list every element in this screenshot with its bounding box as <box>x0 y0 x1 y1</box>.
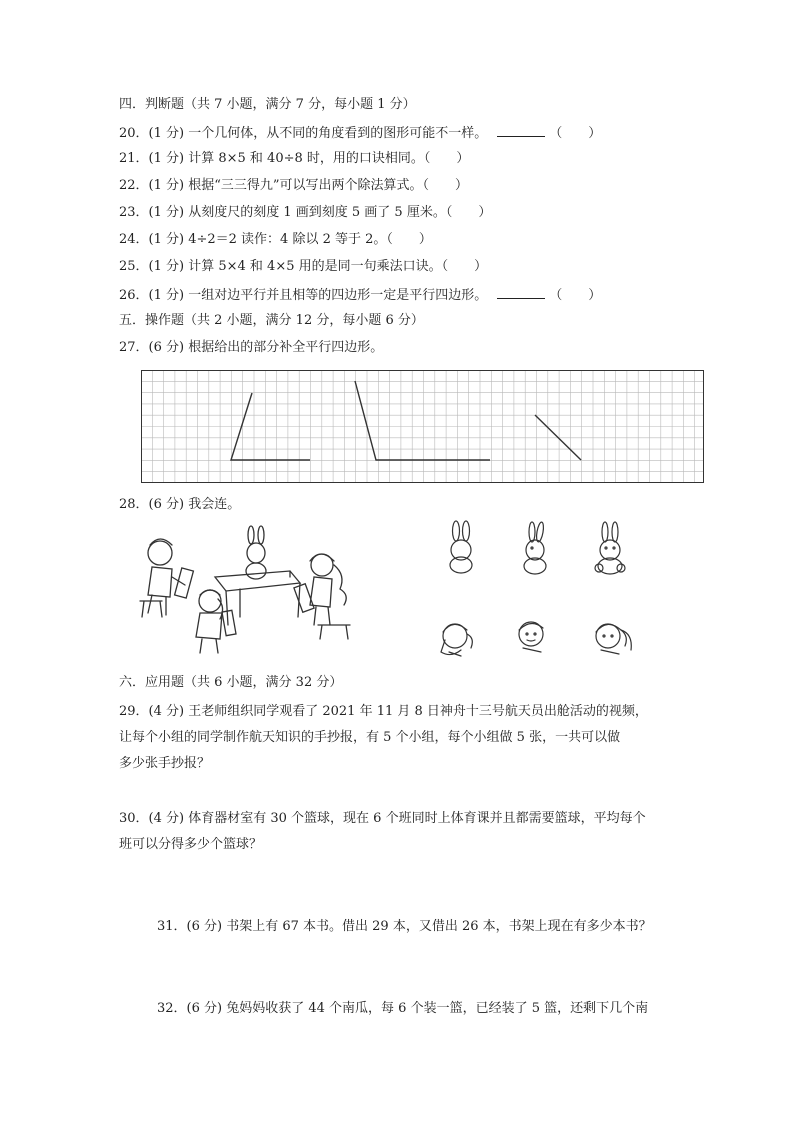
question-20 <box>119 124 601 142</box>
rabbit-back-view-icon[interactable] <box>450 521 472 573</box>
question-22: 22．(1 分) 根据“三三得九”可以写出两个除法算式。（ ） <box>119 178 469 193</box>
question-21: 21．(1 分) 计算 8×5 和 40÷8 时，用的口诀相同。（ ） <box>119 151 470 166</box>
boy-drawing-icon <box>140 539 193 617</box>
question-29-line-1: 29．(4 分) 王老师组织同学观看了 2021 年 11 月 8 日神舟十三号航天员出舱活动的视频， <box>119 704 648 719</box>
question-31: 31．(6 分) 书架上有 67 本书。借出 29 本，又借出 26 本，书架上现在有多少本书？ <box>157 919 652 934</box>
girl-back-icon <box>196 590 236 653</box>
answer-blank-26[interactable] <box>497 286 545 299</box>
question-30-line-1: 30．(4 分) 体育器材室有 30 个篮球，现在 6 个班同时上体育课并且都需要篮球，平均每个 <box>119 811 646 826</box>
question-27: 27．(6 分) 根据给出的部分补全平行四边形。 <box>119 340 384 355</box>
answer-paren-20[interactable]: （ ） <box>549 126 602 141</box>
question-28: 28．(6 分) 我会连。 <box>119 497 241 512</box>
girl-drawing-icon <box>294 554 350 639</box>
rabbit-side-view-icon[interactable] <box>524 522 546 574</box>
question-20-text: 20．(1 分) 一个几何体，从不同的角度看到的图形可能不一样。 <box>119 126 488 141</box>
section-operate-title: 五．操作题（共 2 小题，满分 12 分，每小题 6 分） <box>119 313 424 328</box>
boy-head-icon[interactable] <box>519 622 543 652</box>
question-23: 23．(1 分) 从刻度尺的刻度 1 画到刻度 5 画了 5 厘米。（ ） <box>119 205 492 220</box>
section-apply-title: 六．应用题（共 6 小题，满分 32 分） <box>119 675 343 690</box>
question-29-line-2: 让每个小组的同学制作航天知识的手抄报，有 5 个小组，每个小组做 5 张，一共可以做 <box>119 730 621 745</box>
question-26 <box>119 286 601 304</box>
girl-ponytail-head-icon[interactable] <box>441 624 472 656</box>
question-26-text: 26．(1 分) 一组对边平行并且相等的四边形一定是平行四边形。 <box>119 288 488 303</box>
table-with-rabbit-icon <box>215 526 300 625</box>
question-24: 24．(1 分) 4÷2＝2 读作：4 除以 2 等于 2。（ ） <box>119 232 432 247</box>
drawing-scene-illustration <box>130 525 370 659</box>
answer-blank-20[interactable] <box>497 124 545 137</box>
question-29-line-3: 多少张手抄报？ <box>119 756 211 771</box>
connect-options <box>425 520 655 674</box>
rabbit-front-view-icon[interactable] <box>595 522 625 574</box>
question-25: 25．(1 分) 计算 5×4 和 4×5 用的是同一句乘法口诀。（ ） <box>119 259 488 274</box>
answer-paren-26[interactable]: （ ） <box>549 288 602 303</box>
girl-head-icon[interactable] <box>596 624 631 654</box>
question-30-line-2: 班可以分得多少个篮球？ <box>119 837 263 852</box>
section-judge-title: 四．判断题（共 7 小题，满分 7 分，每小题 1 分） <box>119 97 416 112</box>
parallelogram-grid-figure <box>141 370 704 487</box>
question-32: 32．(6 分) 兔妈妈收获了 44 个南瓜，每 6 个装一篮，已经装了 5 篮，还剩下几个南 <box>157 1001 649 1016</box>
